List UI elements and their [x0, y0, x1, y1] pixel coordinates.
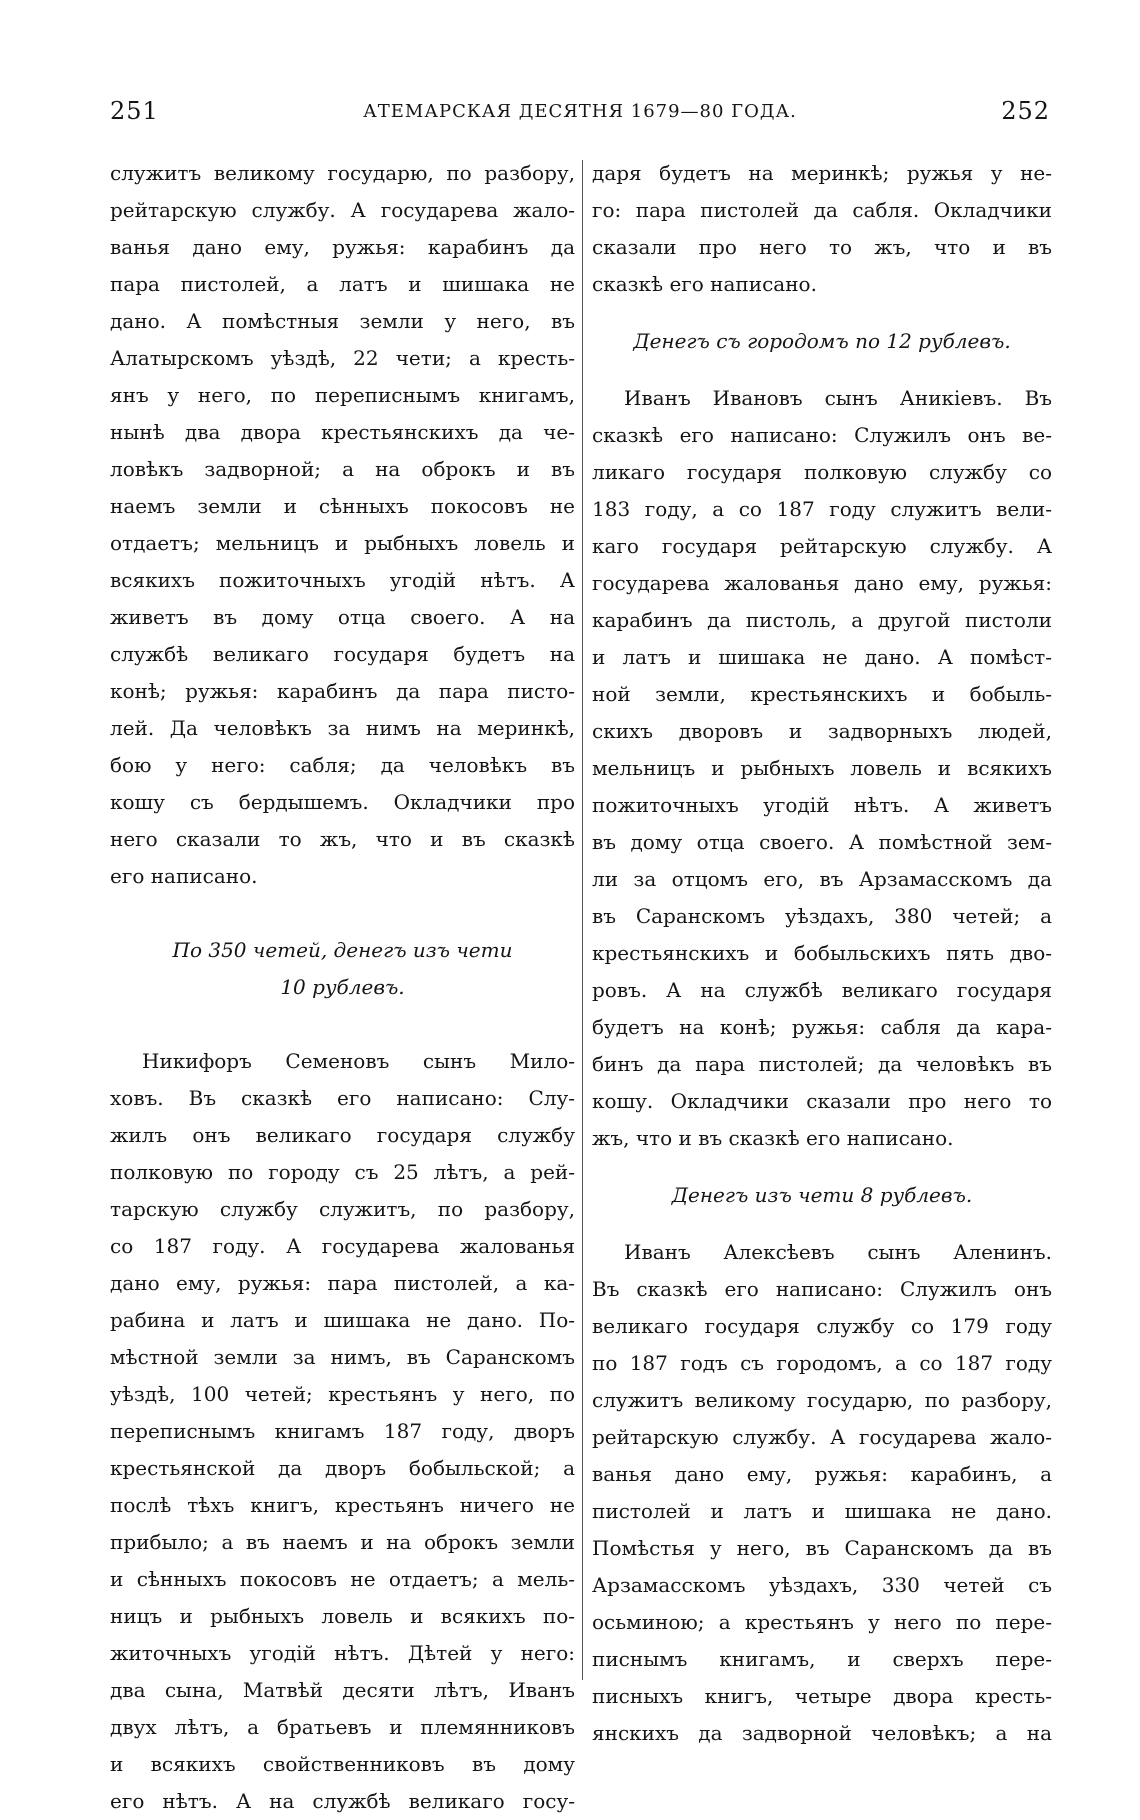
right-paragraph-3 [592, 1234, 1052, 1752]
text-line: въ дому отца своего. А помѣстной зем- [592, 830, 1052, 854]
text-line: карабинъ да пистоль, а другой пистоли [592, 608, 1052, 632]
text-line: служитъ великому государю, по разбору, [110, 161, 575, 185]
text-line: ровъ. А на службѣ великаго государя [592, 978, 1052, 1002]
right-column [592, 155, 1052, 1752]
text-line: полковую по городу съ 25 лѣтъ, а рей- [110, 1160, 575, 1184]
text-line: житочныхъ угодій нѣтъ. Дѣтей у него: [110, 1641, 575, 1665]
text-line: янскихъ да задворной человѣкъ; а на [592, 1721, 1052, 1745]
text-line: будетъ на конѣ; ружья: сабля да кара- [592, 1015, 1052, 1039]
text-line: ванья дано ему, ружья: карабинъ да [110, 235, 575, 259]
text-line: два сына, Матвѣй десяти лѣтъ, Иванъ [110, 1678, 575, 1702]
page-number-left: 251 [110, 97, 159, 125]
text-line: кошу съ бердышемъ. Окладчики про [110, 790, 575, 814]
spacer [592, 1157, 1052, 1177]
text-line: его нѣтъ. А на службѣ великаго госу- [110, 1789, 575, 1813]
text-line: крестьянской да дворъ бобыльской; а [110, 1456, 575, 1480]
text-line: го: пара пистолей да сабля. Окладчики [592, 198, 1052, 222]
text-line: дано. А помѣстныя земли у него, въ [110, 309, 575, 333]
text-line: сказкѣ его написано: Служилъ онъ ве- [592, 423, 1052, 447]
spacer [592, 1214, 1052, 1234]
section-heading: По 350 четей, денегъ изъ чети [172, 938, 513, 962]
text-line: въ Саранскомъ уѣздахъ, 380 четей; а [592, 904, 1052, 928]
text-line: наемъ земли и сѣнныхъ покосовъ не [110, 494, 575, 518]
text-line: по 187 годъ съ городомъ, а со 187 году [592, 1351, 1052, 1375]
text-line: послѣ тѣхъ книгъ, крестьянъ ничего не [110, 1493, 575, 1517]
section-heading-continued: 10 рублевъ. [280, 975, 405, 999]
spacer [110, 1006, 575, 1043]
left-column [110, 155, 575, 1820]
text-line: службѣ великаго государя будетъ на [110, 642, 575, 666]
text-line: пара пистолей, а латъ и шишака не [110, 272, 575, 296]
text-line: отдаетъ; мельницъ и рыбныхъ ловель и [110, 531, 575, 555]
text-line: двух лѣтъ, а братьевъ и племянниковъ [110, 1715, 575, 1739]
text-line: крестьянскихъ и бобыльскихъ пять дво- [592, 941, 1052, 965]
text-line: скихъ дворовъ и задворныхъ людей, [592, 719, 1052, 743]
text-line: уѣздѣ, 100 четей; крестьянъ у него, по [110, 1382, 575, 1406]
text-line: ницъ и рыбныхъ ловель и всякихъ по- [110, 1604, 575, 1628]
text-line: бою у него: сабля; да человѣкъ въ [110, 753, 575, 777]
text-line: жъ, что и въ сказкѣ его написано. [592, 1126, 954, 1150]
text-line: конѣ; ружья: карабинъ да пара писто- [110, 679, 575, 703]
spacer [592, 303, 1052, 323]
text-line: ловѣкъ задворной; а на оброкъ и въ [110, 457, 575, 481]
text-line: ной земли, крестьянскихъ и бобыль- [592, 682, 1052, 706]
spacer [592, 360, 1052, 380]
text-line: рейтарскую службу. А государева жало- [592, 1425, 1052, 1449]
text-line: Иванъ Ивановъ сынъ Аникіевъ. Въ [624, 386, 1052, 410]
text-line: всякихъ пожиточныхъ угодій нѣтъ. А [110, 568, 575, 592]
text-line: Иванъ Алексѣевъ сынъ Аленинъ. [624, 1240, 1052, 1264]
text-line: него сказали то жъ, что и въ сказкѣ [110, 827, 575, 851]
text-line: кошу. Окладчики сказали про него то [592, 1089, 1052, 1113]
text-line: ликаго государя полковую службу со [592, 460, 1052, 484]
spacer [110, 895, 575, 932]
section-heading: Денегъ съ городомъ по 12 рублевъ. [633, 329, 1011, 353]
page-header [110, 96, 1050, 136]
text-line: и сѣнныхъ покосовъ не отдаетъ; а мель- [110, 1567, 575, 1591]
text-line: сказали про него то жъ, что и въ [592, 235, 1052, 259]
text-line: великаго государя службу со 179 году [592, 1314, 1052, 1338]
text-line: рабина и латъ и шишака не дано. По- [110, 1308, 575, 1332]
left-paragraph-1 [110, 155, 575, 895]
text-line: Никифоръ Семеновъ сынъ Мило- [142, 1049, 575, 1073]
right-paragraph-1 [592, 155, 1052, 303]
text-line: дано ему, ружья: пара пистолей, а ка- [110, 1271, 575, 1295]
text-line: ванья дано ему, ружья: карабинъ, а [592, 1462, 1052, 1486]
text-line: Алатырскомъ уѣздѣ, 22 чети; а кресть- [110, 346, 575, 370]
text-line: даря будетъ на меринкѣ; ружья у не- [592, 161, 1052, 185]
text-line: его написано. [110, 864, 258, 888]
text-line: лей. Да человѣкъ за нимъ на меринкѣ, [110, 716, 575, 740]
text-line: Помѣстья у него, въ Саранскомъ да въ [592, 1536, 1052, 1560]
text-line: и всякихъ свойственниковъ въ дому [110, 1752, 575, 1776]
text-line: ли за отцомъ его, въ Арзамасскомъ да [592, 867, 1052, 891]
text-line: бинъ да пара пистолей; да человѣкъ въ [592, 1052, 1052, 1076]
text-line: сказкѣ его написано. [592, 272, 817, 296]
text-line: мѣстной земли за нимъ, въ Саранскомъ [110, 1345, 575, 1369]
text-line: пожиточныхъ угодій нѣтъ. А живетъ [592, 793, 1052, 817]
text-line: каго государя рейтарскую службу. А [592, 534, 1052, 558]
text-line: писныхъ книгъ, четыре двора кресть- [592, 1684, 1052, 1708]
text-line: писнымъ книгамъ, и сверхъ пере- [592, 1647, 1052, 1671]
page-number-right: 252 [1001, 97, 1050, 125]
left-paragraph-2 [110, 1043, 575, 1820]
text-line: переписнымъ книгамъ 187 году, дворъ [110, 1419, 575, 1443]
column-divider [582, 160, 583, 1680]
running-title: АТЕМАРСКАЯ ДЕСЯТНЯ 1679—80 ГОДА. [363, 101, 797, 122]
text-line: 183 году, а со 187 году служитъ вели- [592, 497, 1052, 521]
section-heading: Денегъ изъ чети 8 рублевъ. [671, 1183, 973, 1207]
text-line: нынѣ два двора крестьянскихъ да че- [110, 420, 575, 444]
text-line: Въ сказкѣ его написано: Служилъ онъ [592, 1277, 1052, 1301]
text-line: и латъ и шишака не дано. А помѣст- [592, 645, 1052, 669]
text-line: живетъ въ дому отца своего. А на [110, 605, 575, 629]
text-line: со 187 году. А государева жалованья [110, 1234, 575, 1258]
text-line: Арзамасскомъ уѣздахъ, 330 четей съ [592, 1573, 1052, 1597]
text-line: служитъ великому государю, по разбору, [592, 1388, 1052, 1412]
text-line: рейтарскую службу. А государева жало- [110, 198, 575, 222]
text-line: государева жалованья дано ему, ружья: [592, 571, 1052, 595]
text-line: ховъ. Въ сказкѣ его написано: Слу- [110, 1086, 575, 1110]
text-line: янъ у него, по переписнымъ книгамъ, [110, 383, 575, 407]
text-line: тарскую службу служитъ, по разбору, [110, 1197, 575, 1221]
text-line: пистолей и латъ и шишака не дано. [592, 1499, 1052, 1523]
text-line: прибыло; а въ наемъ и на оброкъ земли [110, 1530, 575, 1554]
text-line: мельницъ и рыбныхъ ловель и всякихъ [592, 756, 1052, 780]
right-paragraph-2 [592, 380, 1052, 1157]
text-line: осьминою; а крестьянъ у него по пере- [592, 1610, 1052, 1634]
text-line: жилъ онъ великаго государя службу [110, 1123, 575, 1147]
